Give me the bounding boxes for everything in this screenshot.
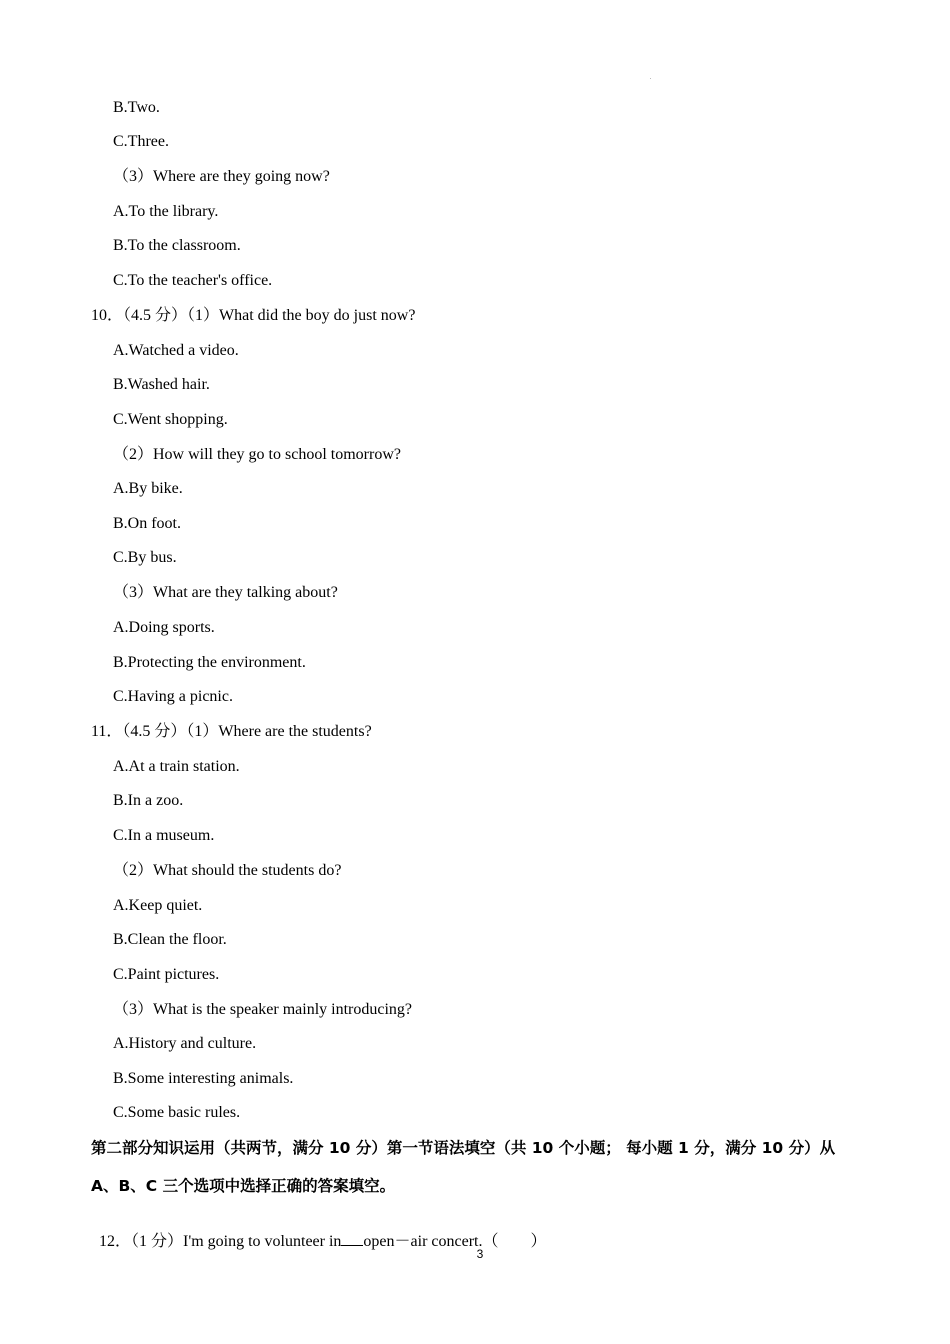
- question-11: 11．（4.5 分）（1）Where are the students?: [91, 723, 372, 740]
- option-a: A.Watched a video.: [113, 342, 239, 359]
- option-c: C.To the teacher's office.: [113, 272, 273, 289]
- option-b: B.To the classroom.: [113, 237, 241, 254]
- question-10: 10．（4.5 分）（1）What did the boy do just now?: [91, 307, 416, 324]
- option-b: B.Protecting the environment.: [113, 654, 306, 671]
- option-c: C.Paint pictures.: [113, 966, 220, 983]
- option-c: C.In a museum.: [113, 827, 215, 844]
- option-b: B.In a zoo.: [113, 792, 184, 809]
- option-a: A.Doing sports.: [113, 619, 215, 636]
- section-heading: 第二部分知识运用（共两节，满分 10 分）第一节语法填空（共 10 个小题； 每小题 1 分，满分 10 分）从: [91, 1139, 836, 1157]
- answer-blank[interactable]: [341, 1231, 363, 1246]
- sub-question: （2）What should the students do?: [113, 862, 342, 879]
- option-b: B.Some interesting animals.: [113, 1070, 294, 1087]
- question-12: [91, 1211, 546, 1252]
- question-12-prefix: 12．（1 分）I'm going to volunteer in: [99, 1233, 342, 1250]
- page-number: 3: [476, 1247, 484, 1261]
- option-a: A.At a train station.: [113, 758, 240, 775]
- scan-dot: [650, 78, 651, 79]
- option-a: A.To the library.: [113, 203, 219, 220]
- option-a: A.History and culture.: [113, 1035, 257, 1052]
- option-c: C.Some basic rules.: [113, 1104, 241, 1121]
- sub-question: （3）What is the speaker mainly introducing?: [113, 1001, 413, 1018]
- sub-question: （3）What are they talking about?: [113, 584, 338, 601]
- option-b: B.On foot.: [113, 515, 181, 532]
- question-12-suffix: open－air concert.（ ）: [363, 1233, 547, 1250]
- sub-question: （3）Where are they going now?: [113, 168, 330, 185]
- section-instruction: A、B、C 三个选项中选择正确的答案填空。: [91, 1177, 396, 1195]
- option-a: A.By bike.: [113, 480, 183, 497]
- option-a: A.Keep quiet.: [113, 897, 203, 914]
- option-b: B.Clean the floor.: [113, 931, 227, 948]
- option-b: B.Two.: [113, 99, 160, 116]
- option-b: B.Washed hair.: [113, 376, 210, 393]
- sub-question: （2）How will they go to school tomorrow?: [113, 446, 401, 463]
- option-c: C.By bus.: [113, 549, 177, 566]
- option-c: C.Went shopping.: [113, 411, 228, 428]
- option-c: C.Having a picnic.: [113, 688, 233, 705]
- option-c: C.Three.: [113, 133, 169, 150]
